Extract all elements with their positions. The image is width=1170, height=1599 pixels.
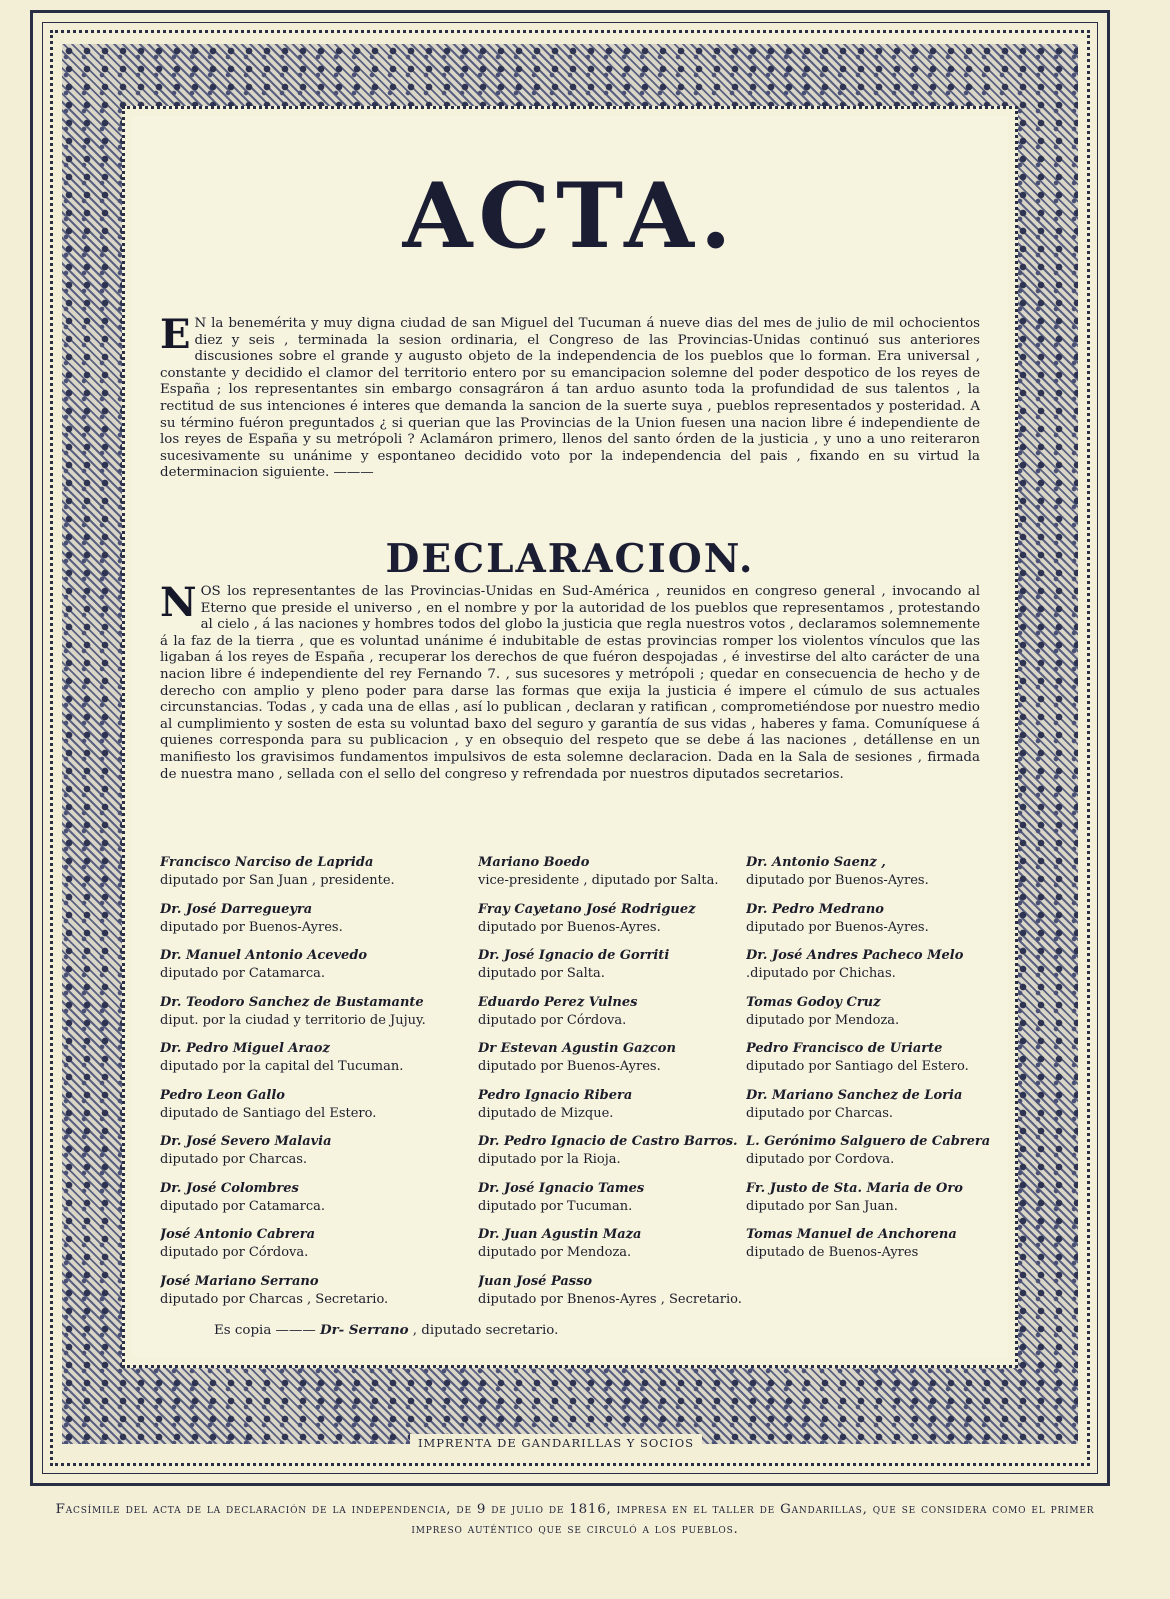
signer-entry [478,1040,746,1082]
signer-entry [478,854,746,896]
signer-role: diputado por Córdova. [478,1012,627,1028]
signer-name: Pedro Francisco de Uriarte [746,1041,943,1056]
copy-suffix: , diputado secretario. [412,1323,559,1338]
copy-prefix: Es copia ——— [214,1323,316,1338]
signer-name: Dr. José Darregueyra [160,901,313,917]
intro-dropcap: E [160,311,191,358]
declaration-heading: DECLARACION. [385,536,755,582]
signer-entry [746,994,1000,1036]
signer-role: diputado por Salta. [478,966,605,981]
signer-entry [746,1180,1000,1222]
signer-entry [746,1226,1000,1268]
signer-name: José Mariano Serrano [160,1273,319,1289]
signer-role: diputado por Bnenos-Ayres , Secretario. [478,1291,742,1307]
signer-role: diputado por Buenos-Ayres. [160,919,343,935]
signer-entry [746,1087,1000,1129]
signer-entry [478,901,746,943]
signer-name: Dr. José Ignacio Tames [478,1180,645,1196]
signer-role: diputado por Cordova. [746,1152,895,1167]
signer-name: Dr. Pedro Ignacio de Castro Barros. [478,1134,738,1149]
intro-paragraph [160,311,980,482]
signer-entry [160,1226,478,1268]
document-title: ACTA. [402,163,738,269]
signer-name: Juan José Passo [478,1273,593,1289]
signer-entry [478,947,746,989]
declaration-paragraph [160,579,980,783]
signer-name: Dr. Pedro Miguel Araoz [160,1041,330,1056]
signer-role: diput. por la ciudad y territorio de Jujuy. [160,1012,426,1028]
signer-role: diputado por Córdova. [160,1245,309,1260]
signatories-list [160,854,1000,1314]
signer-name: Dr. Mariano Sanchez de Loria [746,1087,963,1103]
signer-name: Eduardo Perez Vulnes [478,994,638,1010]
signer-role: diputado por Santiago del Estero. [746,1059,969,1074]
signer-name: Dr. José Ignacio de Gorriti [478,948,670,963]
signer-role: diputado por Buenos-Ayres. [746,873,929,888]
signer-entry [160,1087,478,1129]
signer-role: diputado por San Juan. [746,1198,898,1214]
signer-entry [478,1133,746,1175]
signer-role: diputado por la Rioja. [478,1152,621,1167]
signer-name: Dr. Juan Agustin Maza [478,1227,642,1242]
signer-name: Dr. Pedro Medrano [746,901,884,917]
document-panel [132,116,1008,1358]
signer-entry [478,1180,746,1222]
printer-imprint: IMPRENTA DE GANDARILLAS Y SOCIOS [410,1434,702,1452]
signer-name: Dr. Antonio Saenz , [746,855,886,870]
signer-role: diputado por Mendoza. [746,1012,900,1028]
signer-name: Tomas Manuel de Anchorena [746,1227,957,1242]
signer-role: diputado por Catamarca. [160,966,326,981]
signer-entry [746,1040,1000,1082]
intro-text: N la benemérita y muy digna ciudad de san Miguel del Tucuman á nueve dias del mes de julio de mil ochocientos diez y seis , terminada la sesion ordinaria, el Congreso de las Provincias-Unidas continuó sus anteriores discusiones sobre el grande y augusto objeto de la independencia de los pueblos que lo forman. Era universal , constante y decidido el clamor del territorio entero por su emancipacion solemne del poder despotico de los reyes de España ; los representantes sin embargo consagráron á tan arduo asunto toda la profundidad de sus talentos , la rectitud de sus intenciones é interes que demanda la sancion de la suerte suya , pueblos representados y posteridad. A su término fuéron preguntados ¿ si querian que las Provincias de la Union fuesen una nacion libre é independiente de los reyes de España y su metrópoli ? Aclamáron primero, llenos del santo órden de la justicia , y uno a uno reiteraron sucesivamente su unánime y espontaneo decidido voto por la independencia del pais , fixando en su virtud la determinacion siguiente. ——— [160,316,980,481]
signer-entry [160,1180,478,1222]
signer-role: diputado por Buenos-Ayres. [478,919,661,935]
signer-role: diputado por Buenos-Ayres. [478,1059,661,1074]
signer-entry [478,1087,746,1129]
signer-role: diputado por Charcas. [160,1152,308,1167]
signer-name: Francisco Narciso de Laprida [160,855,374,870]
facsimile-caption: Facsímile del acta de la declaración de la independencia, de 9 de julio de 1816, impresa en el taller de Gandarillas, que se considera como el primer impreso auténtico que se circuló a los pueblos. [55,1502,1095,1537]
signer-name: Pedro Ignacio Ribera [478,1087,633,1103]
declaration-text: OS los representantes de las Provincias-Unidas en Sud-América , reunidos en congreso general , invocando al Eterno que preside el universo , en el nombre y por la autoridad de los pueblos que representamos , protestando al cielo , á las naciones y hombres todos del globo la justicia que regla nuestros votos , declaramos solemnemente á la faz de la tierra , que es voluntad unánime é indubitable de estas provincias romper los violentos vínculos que las ligaban á los reyes de España , recuperar los derechos de que fuéron despojadas , é investirse del alto carácter de una nacion libre é independiente del rey Fernando 7. , sus sucesores y metrópoli ; quedar en consecuencia de hecho y de derecho con amplio y pleno poder para darse las formas que exija la justicia é impere el cúmulo de sus actuales circunstancias. Todas , y cada una de ellas , así lo publican , declaran y ratifican , comprometiéndose por nuestro medio al cumplimiento y sosten de esta su voluntad baxo del seguro y garantía de sus vidas , haberes y fama. Comuníquese á quienes corresponda para su publicacion , y en obsequio del respeto que se debe á las naciones , detállense en un manifiesto los gravisimos fundamentos impulsivos de esta solemne declaracion. Dada en la Sala de sesiones , firmada de nuestra mano , sellada con el sello del congreso y refrendada por nuestros diputados secretarios. [160,584,980,782]
signer-role: diputado de Santiago del Estero. [160,1105,377,1121]
signer-name: Dr. José Colombres [160,1180,299,1196]
signer-role: diputado por Catamarca. [160,1198,326,1214]
signer-name: Tomas Godoy Cruz [746,994,881,1010]
copy-name: Dr- Serrano [320,1322,409,1338]
signer-entry [160,901,478,943]
signer-entry [478,994,746,1036]
signer-entry [746,901,1000,943]
signer-name: Mariano Boedo [478,855,590,870]
signer-role: vice-presidente , diputado por Salta. [478,873,719,888]
signer-name: Dr. Teodoro Sanchez de Bustamante [160,994,424,1010]
signer-entry [478,1226,746,1268]
signer-entry [478,1273,746,1315]
signer-entry [160,947,478,989]
signer-name: Fray Cayetano José Rodriguez [478,901,696,917]
signer-name: Fr. Justo de Sta. Maria de Oro [746,1180,963,1196]
signer-name: Dr. José Severo Malavia [160,1134,332,1149]
signer-name: José Antonio Cabrera [160,1227,315,1242]
signer-role: .diputado por Chichas. [746,966,896,981]
signer-name: L. Gerónimo Salguero de Cabrera [746,1134,991,1149]
signer-name: Pedro Leon Gallo [160,1087,285,1103]
signer-role: diputado por Mendoza. [478,1245,632,1260]
copy-line [214,1322,558,1338]
signer-entry [746,1133,1000,1175]
declaration-dropcap: N [160,579,197,626]
signer-entry [160,994,478,1036]
signer-name: Dr. José Andres Pacheco Melo [746,948,964,963]
signer-entry [746,947,1000,989]
signer-name: Dr. Manuel Antonio Acevedo [160,948,368,963]
signer-role: diputado por la capital del Tucuman. [160,1059,404,1074]
signer-name: Dr Estevan Agustin Gazcon [478,1041,676,1056]
signer-role: diputado por Buenos-Ayres. [746,919,929,935]
signer-role: diputado de Buenos-Ayres [746,1245,919,1260]
signer-entry [160,1273,478,1315]
signer-role: diputado por Charcas. [746,1105,894,1121]
signer-role: diputado por Tucuman. [478,1198,633,1214]
signer-entry [160,1133,478,1175]
signer-entry [160,1040,478,1082]
signer-entry [746,854,1000,896]
signer-role: diputado por Charcas , Secretario. [160,1291,389,1307]
signer-entry [160,854,478,896]
signer-role: diputado por San Juan , presidente. [160,873,395,888]
signer-role: diputado de Mizque. [478,1105,614,1121]
